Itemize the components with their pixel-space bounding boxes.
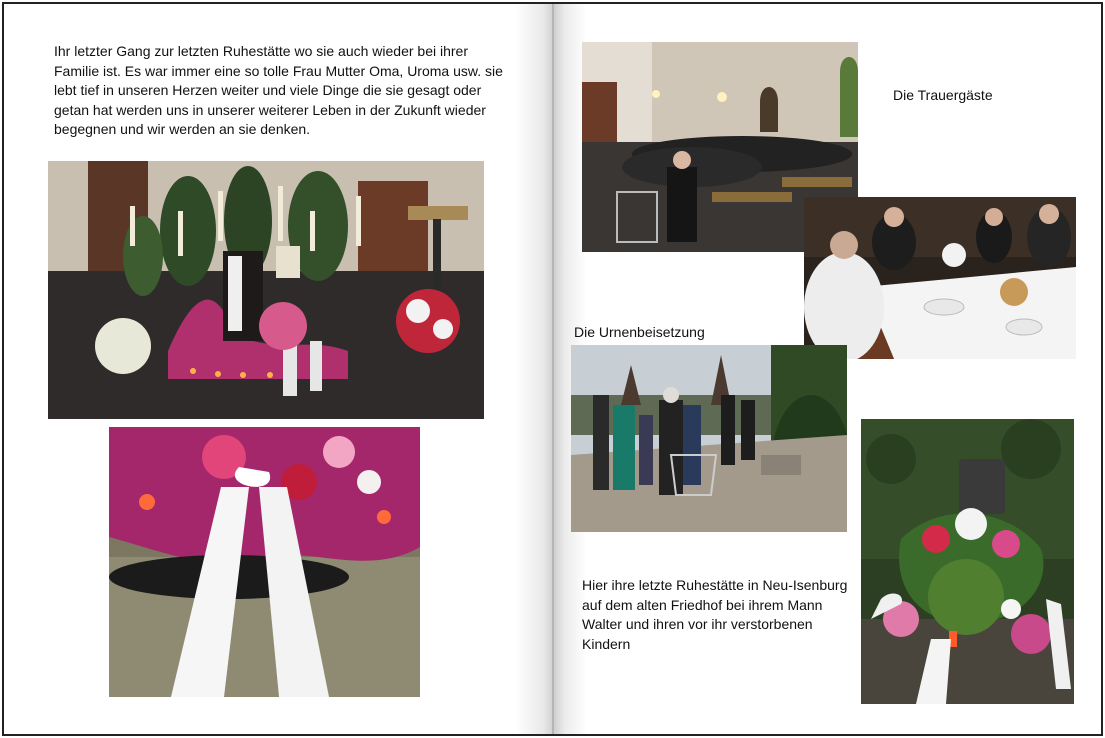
left-page [4, 4, 554, 734]
intro-text: Ihr letzter Gang zur letzten Ruhestätte wo sie auch wieder bei ihrer Familie ist. Es war immer eine so tolle Frau Mutter Oma, Uroma usw. sie lebt tief in unseren Herzen weiter und viele Dinge die sie gesagt oder getan hat werden uns in unserer weiterer Leben in der Zukunft wieder begegnen und wir werden an sie denken. [54, 43, 503, 137]
caption-urn-burial: Die Urnenbeisetzung [574, 324, 705, 340]
photo-book-spread [2, 2, 1103, 736]
grave-flowers-photo [861, 419, 1074, 704]
wreath-ribbons-photo [109, 427, 420, 697]
urn-burial-photo [571, 345, 847, 532]
caption-mourners: Die Trauergäste [893, 87, 993, 103]
right-page [554, 4, 1101, 734]
memorial-altar-photo [48, 161, 484, 419]
reception-table-photo [804, 197, 1076, 359]
caption-resting-place: Hier ihre letzte Ruhestätte in Neu-Isenburg auf dem alten Friedhof bei ihrem Mann Walter und ihren vor ihr verstorbenen Kindern [582, 577, 848, 652]
